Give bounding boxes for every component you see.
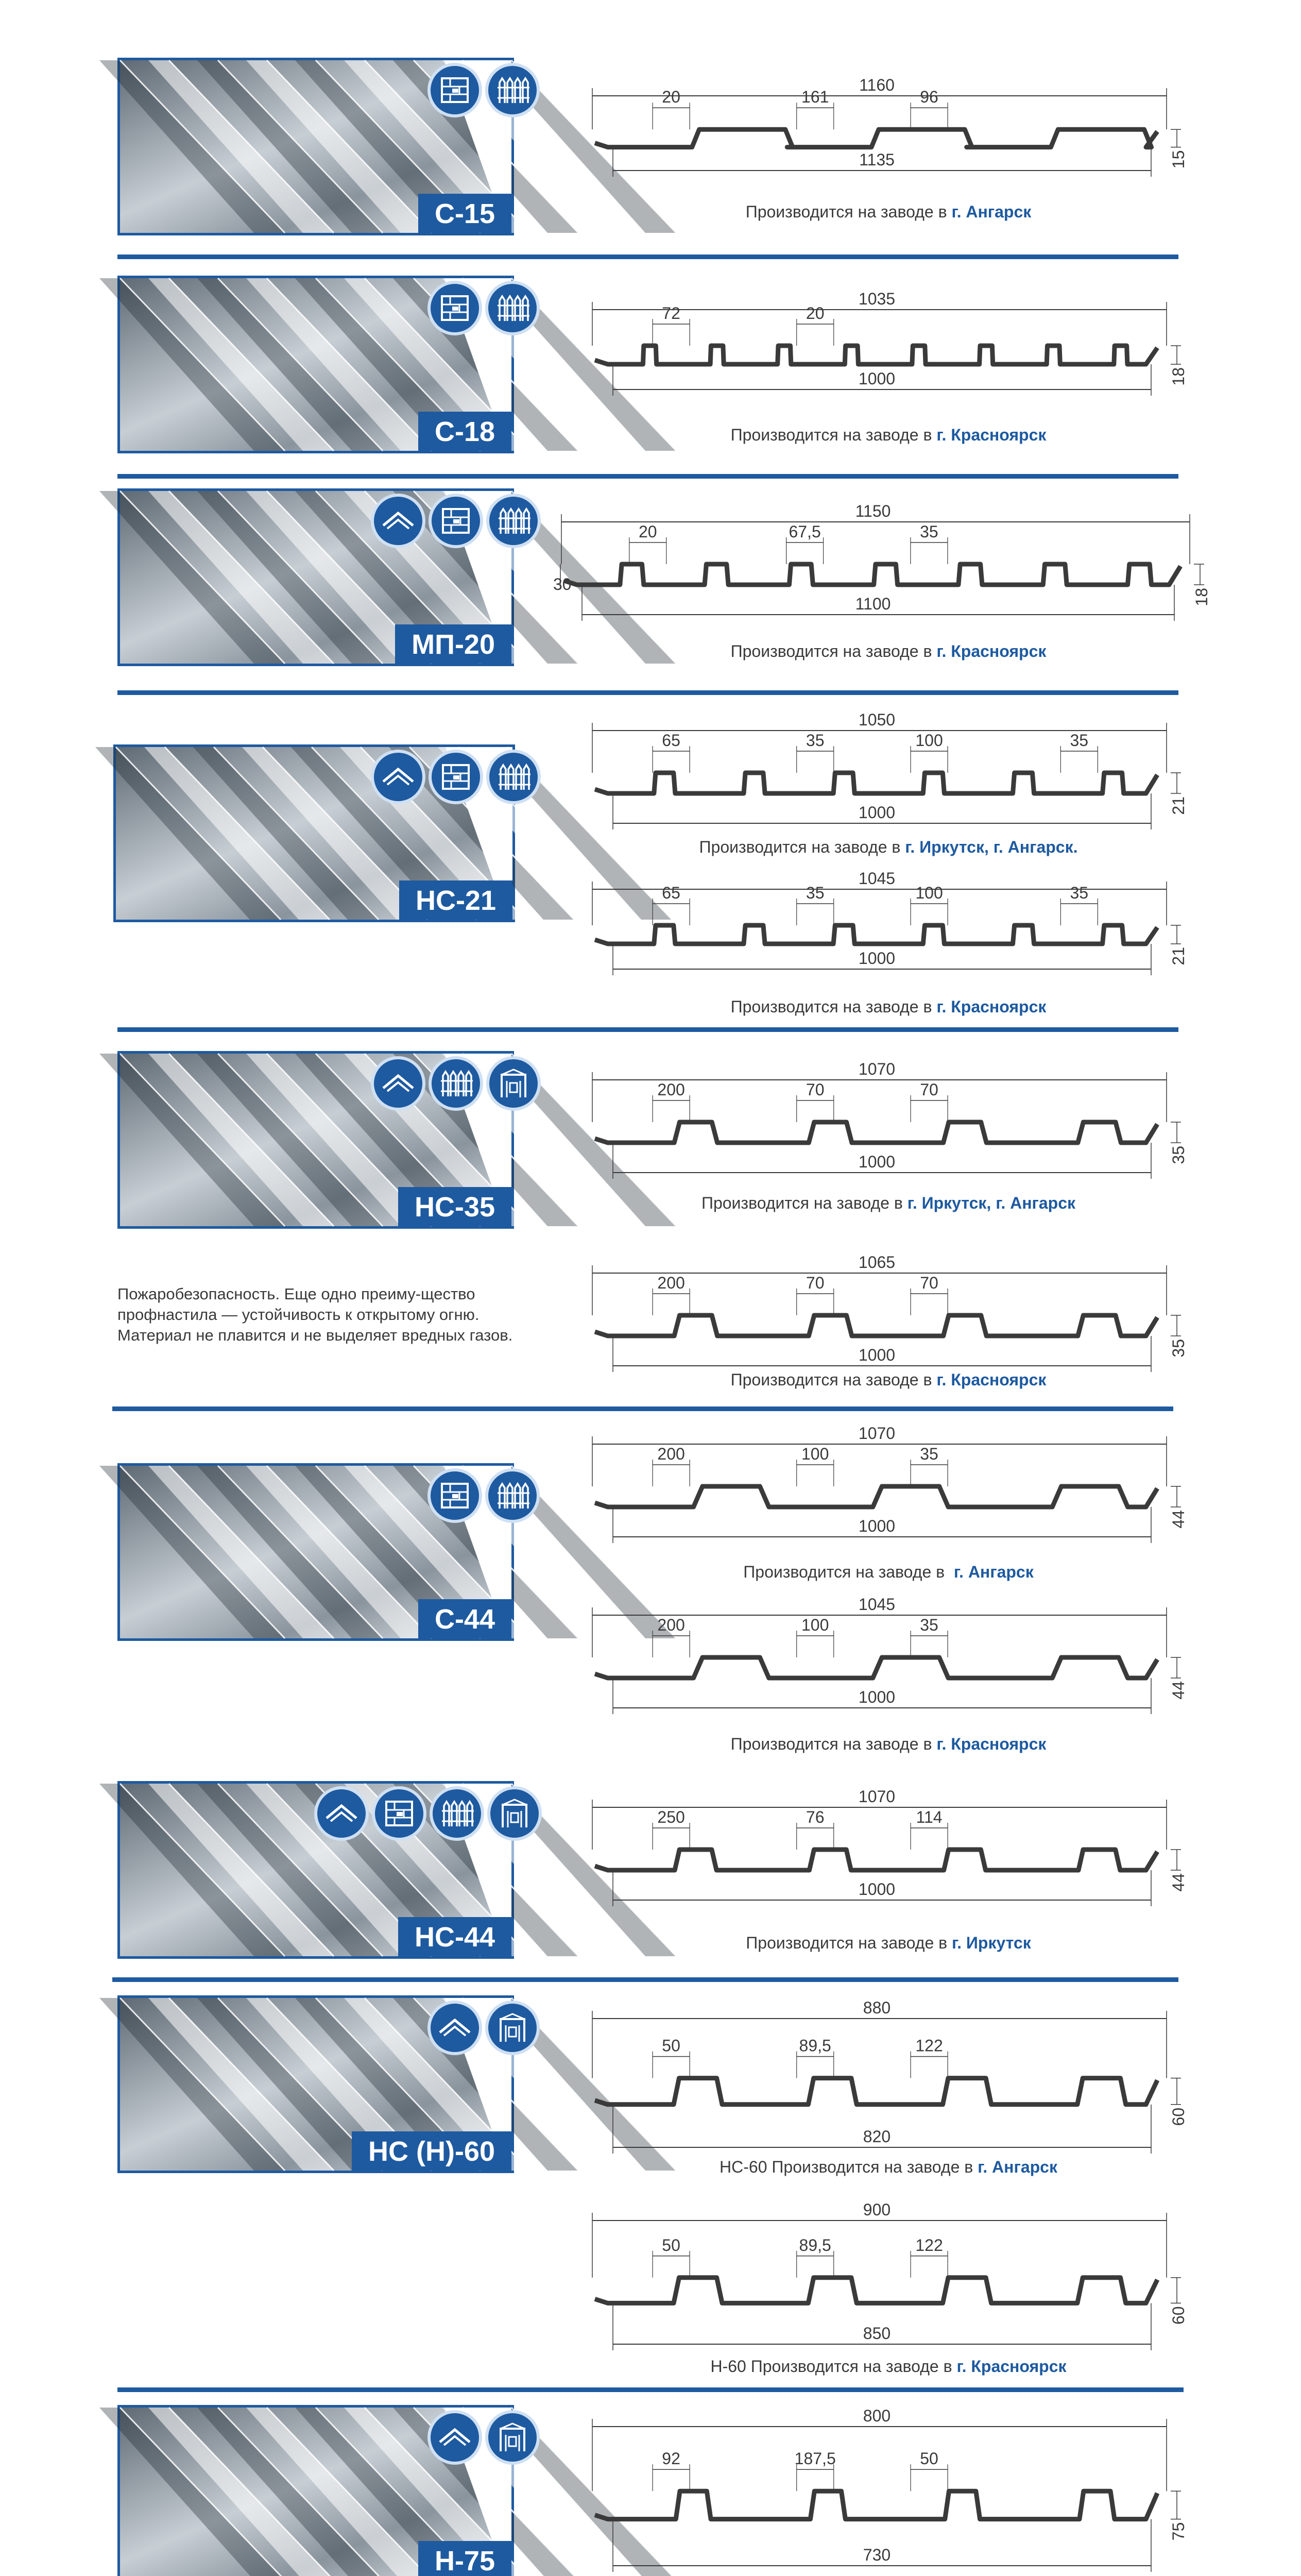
rib-dimension-b: 35 <box>806 884 825 902</box>
rib-dimension-d: 35 <box>1070 884 1089 902</box>
rib-dimension-c: 122 <box>915 2036 943 2055</box>
useful-width-label: 730 <box>863 2546 891 2564</box>
profile-line <box>595 346 1157 364</box>
rib-dimension-c: 35 <box>920 1445 938 1463</box>
rib-dimension-b: 35 <box>806 731 825 750</box>
production-caption <box>590 997 1187 1016</box>
rib-dimension-d: 35 <box>1070 731 1089 750</box>
wall-icon <box>427 1468 482 1523</box>
caption-prefix: Производится на заводе в <box>743 1563 954 1581</box>
useful-width-label: 1000 <box>858 1517 896 1535</box>
section-divider <box>117 474 1178 479</box>
useful-width-label: 1000 <box>858 369 896 388</box>
height-label: 44 <box>1169 1681 1188 1700</box>
roof-icon <box>371 1056 425 1111</box>
product-name-badge: НС-44 <box>398 1917 511 1956</box>
total-width-label: 1160 <box>859 76 895 94</box>
total-width-label: 1070 <box>858 1424 896 1443</box>
caption-prefix: НС-60 Производится на заводе в <box>720 2158 978 2176</box>
factory-city: г. Иркутск, г. Ангарск <box>907 1194 1076 1212</box>
section-divider <box>112 1406 1173 1411</box>
factory-city: г. Красноярск <box>936 426 1047 444</box>
production-caption <box>590 1934 1187 1953</box>
application-icons <box>314 1786 542 1841</box>
application-icons <box>371 1056 541 1111</box>
production-caption <box>590 1370 1187 1389</box>
useful-width-label: 1135 <box>859 150 895 169</box>
total-width-label: 1045 <box>858 869 896 888</box>
height-label: 21 <box>1169 947 1188 965</box>
profile-drawing <box>587 870 1187 986</box>
roof-icon <box>371 494 425 548</box>
rib-dimension-a: 250 <box>657 1808 685 1826</box>
profile-line <box>564 564 1180 585</box>
profile-drawing <box>587 1788 1187 1917</box>
total-width-label: 880 <box>863 1998 891 2017</box>
rib-dimension-b: 161 <box>801 88 829 107</box>
rib-dimension-a: 200 <box>657 1616 685 1634</box>
production-caption <box>590 2158 1187 2177</box>
profile-diagram <box>587 1060 1187 1189</box>
wall-icon <box>427 281 482 335</box>
rib-dimension-b: 89,5 <box>799 2036 831 2055</box>
rib-dimension-b: 76 <box>806 1808 825 1826</box>
useful-width-label: 1000 <box>858 1688 896 1706</box>
rib-dimension-a: 200 <box>657 1080 685 1099</box>
profile-line <box>595 773 1157 793</box>
useful-width-label: 1000 <box>858 803 896 822</box>
profile-diagram <box>587 1596 1187 1724</box>
profile-line <box>595 925 1157 944</box>
profile-diagram <box>587 1999 1187 2164</box>
product-name-badge: С-44 <box>418 1599 511 1638</box>
profile-diagram <box>587 290 1187 406</box>
production-caption <box>590 426 1187 445</box>
application-icons <box>427 2001 540 2055</box>
section-divider <box>117 2387 1184 2392</box>
profile-drawing <box>587 1060 1187 1189</box>
rib-dimension-c: 50 <box>920 2449 938 2468</box>
frame-icon <box>486 1056 541 1111</box>
total-width-label: 800 <box>863 2406 891 2425</box>
total-width-label: 1070 <box>858 1787 896 1806</box>
height-label: 35 <box>1169 1339 1188 1358</box>
profile-diagram <box>587 2407 1187 2576</box>
product-name-badge: С-18 <box>418 412 511 451</box>
product-name-badge: НС-21 <box>399 880 512 920</box>
profile-drawing <box>553 502 1211 631</box>
roof-icon <box>314 1786 369 1841</box>
profile-diagram <box>587 1253 1187 1382</box>
profile-line <box>595 1315 1157 1336</box>
rib-dimension-a: 65 <box>662 884 680 902</box>
factory-city: г. Иркутск <box>952 1934 1031 1952</box>
rib-dimension-c: 100 <box>915 884 943 902</box>
height-label: 44 <box>1169 1873 1188 1892</box>
profile-drawing <box>587 2407 1187 2576</box>
wall-icon <box>429 750 483 804</box>
rib-dimension-a: 200 <box>657 1445 685 1463</box>
section-divider <box>117 1027 1178 1032</box>
profile-diagram <box>587 1788 1187 1917</box>
rib-dimension-b: 67,5 <box>789 522 821 541</box>
caption-prefix: Производится на заводе в <box>730 426 937 444</box>
total-width-label: 1050 <box>858 710 896 729</box>
factory-city: г. Ангарск <box>978 2158 1057 2176</box>
section-divider <box>112 1977 1178 1982</box>
profile-line <box>595 129 1157 147</box>
product-name-badge: НС-35 <box>398 1187 511 1226</box>
total-width-label: 1070 <box>858 1060 896 1078</box>
rib-dimension-b: 70 <box>806 1274 825 1292</box>
height-label: 60 <box>1169 2306 1188 2325</box>
profile-line <box>595 1850 1157 1870</box>
caption-prefix: Производится на заводе в <box>730 997 937 1016</box>
height-label: 35 <box>1169 1146 1188 1164</box>
total-width-label: 1150 <box>855 502 891 520</box>
fence-icon <box>485 1468 540 1523</box>
application-icons <box>427 281 540 335</box>
rib-dimension-b: 100 <box>801 1616 829 1634</box>
total-width-label: 1035 <box>858 290 896 308</box>
profile-line <box>595 1486 1157 1507</box>
profile-diagram <box>587 870 1187 986</box>
profile-drawing <box>587 290 1187 406</box>
profile-drawing <box>587 1425 1187 1553</box>
rib-dimension-c: 100 <box>915 731 943 750</box>
profile-drawing <box>587 76 1187 187</box>
rib-dimension-a: 200 <box>657 1274 685 1292</box>
factory-city: г. Красноярск <box>936 997 1047 1016</box>
caption-prefix: Производится на заводе в <box>699 838 905 856</box>
production-caption <box>590 642 1187 661</box>
rib-dimension-a: 50 <box>662 2036 680 2055</box>
fence-icon <box>486 750 541 804</box>
useful-width-label: 1000 <box>858 949 896 968</box>
factory-city: г. Красноярск <box>936 1735 1047 1753</box>
factory-city: г. Ангарск <box>951 202 1032 221</box>
roof-icon <box>427 2410 482 2465</box>
product-name-badge: МП-20 <box>395 624 511 664</box>
profile-diagram <box>587 2201 1187 2361</box>
application-icons <box>427 63 540 117</box>
caption-prefix: Производится на заводе в <box>730 1735 937 1753</box>
height-label: 18 <box>1192 588 1211 606</box>
fence-icon <box>486 494 541 548</box>
rib-dimension-c: 20 <box>806 304 825 323</box>
rib-dimension-a: 20 <box>639 522 657 541</box>
profile-diagram <box>587 711 1187 840</box>
profile-drawing <box>587 1253 1187 1382</box>
profile-diagram <box>587 76 1187 187</box>
product-name-badge: Н-75 <box>418 2541 511 2576</box>
profile-drawing <box>587 1999 1187 2164</box>
useful-width-label: 1000 <box>858 1346 896 1364</box>
rib-dimension-c: 122 <box>915 2235 943 2255</box>
profile-drawing <box>587 1596 1187 1724</box>
product-name-badge: НС (Н)-60 <box>352 2131 511 2171</box>
product-name-badge: С-15 <box>418 194 511 233</box>
roof-icon <box>371 750 425 804</box>
profile-line <box>595 2278 1157 2303</box>
caption-prefix: Производится на заводе в <box>730 642 937 660</box>
caption-prefix: Производится на заводе в <box>730 1370 937 1389</box>
roof-icon <box>427 2001 482 2055</box>
caption-prefix: Производится на заводе в <box>746 1934 952 1952</box>
application-icons <box>427 1468 540 1523</box>
profile-drawing <box>587 711 1187 840</box>
profile-diagram <box>587 1425 1187 1553</box>
rib-dimension-a: 50 <box>662 2235 680 2255</box>
fence-icon <box>430 1786 484 1841</box>
production-caption <box>590 202 1187 222</box>
section-divider <box>117 690 1178 695</box>
fence-icon <box>485 281 540 335</box>
factory-city: г. Красноярск <box>936 1370 1047 1389</box>
height-label: 18 <box>1169 367 1188 386</box>
profile-line <box>595 2491 1157 2519</box>
fence-icon <box>429 1056 483 1111</box>
wall-icon <box>372 1786 426 1841</box>
useful-width-label: 1100 <box>855 595 891 613</box>
application-icons <box>427 2410 540 2465</box>
useful-width-label: 1000 <box>858 1153 896 1171</box>
total-width-label: 900 <box>863 2200 891 2219</box>
profile-line <box>595 1122 1157 1143</box>
rib-dimension-b: 89,5 <box>799 2235 831 2255</box>
frame-icon <box>485 2001 540 2055</box>
production-caption <box>590 2357 1187 2376</box>
rib-dimension-b: 70 <box>806 1080 825 1099</box>
wall-icon <box>427 63 482 117</box>
caption-prefix: Производится на заводе в <box>701 1194 908 1212</box>
rib-dimension-a: 20 <box>662 88 680 107</box>
useful-width-label: 820 <box>863 2127 891 2146</box>
rib-dimension-a: 92 <box>662 2449 680 2468</box>
profile-line <box>595 2078 1157 2105</box>
total-width-label: 1045 <box>858 1595 896 1614</box>
rib-dimension-c: 35 <box>920 1616 938 1634</box>
wall-icon <box>429 494 483 548</box>
rib-dimension-a: 65 <box>662 731 680 750</box>
profile-drawing <box>587 2201 1187 2361</box>
frame-icon <box>485 2410 540 2465</box>
fence-icon <box>485 63 540 117</box>
application-icons <box>371 750 541 804</box>
application-icons <box>371 494 541 548</box>
factory-city: г. Красноярск <box>956 2357 1067 2376</box>
rib-dimension-b: 187,5 <box>794 2449 836 2468</box>
production-caption <box>590 1735 1187 1754</box>
height-label: 21 <box>1169 796 1188 815</box>
useful-width-label: 1000 <box>858 1880 896 1899</box>
factory-city: г. Иркутск, г. Ангарск. <box>905 838 1078 856</box>
rib-dimension-c: 114 <box>916 1808 943 1826</box>
factory-city: г. Красноярск <box>936 642 1047 660</box>
useful-width-label: 850 <box>863 2324 891 2343</box>
caption-prefix: Производится на заводе в <box>745 202 952 221</box>
rib-dimension-a: 72 <box>662 304 680 323</box>
rib-dimension-c: 35 <box>920 522 938 541</box>
profile-diagram <box>553 502 1211 631</box>
overhang-label: 30 <box>553 575 572 594</box>
rib-dimension-c: 70 <box>920 1080 938 1099</box>
total-width-label: 1065 <box>858 1253 896 1272</box>
section-divider <box>117 255 1178 259</box>
height-label: 60 <box>1169 2107 1188 2126</box>
caption-prefix: Н-60 Производится на заводе в <box>710 2357 957 2376</box>
rib-dimension-c: 96 <box>920 88 938 107</box>
rib-dimension-c: 70 <box>920 1274 938 1292</box>
fire-safety-note: Пожаробезопасность. Еще одно преиму-щество профнастила — устойчивость к открытому огню. Материал не плавится и не выделяет вредных газов. <box>117 1285 513 1344</box>
production-caption <box>590 1194 1187 1213</box>
frame-icon <box>487 1786 542 1841</box>
height-label: 44 <box>1169 1510 1188 1529</box>
factory-city: г. Ангарск <box>953 1563 1034 1581</box>
profile-line <box>595 1657 1157 1678</box>
height-label: 15 <box>1169 150 1188 169</box>
rib-dimension-b: 100 <box>801 1445 829 1463</box>
height-label: 75 <box>1169 2522 1188 2541</box>
production-caption <box>590 1563 1187 1582</box>
production-caption <box>590 838 1187 857</box>
